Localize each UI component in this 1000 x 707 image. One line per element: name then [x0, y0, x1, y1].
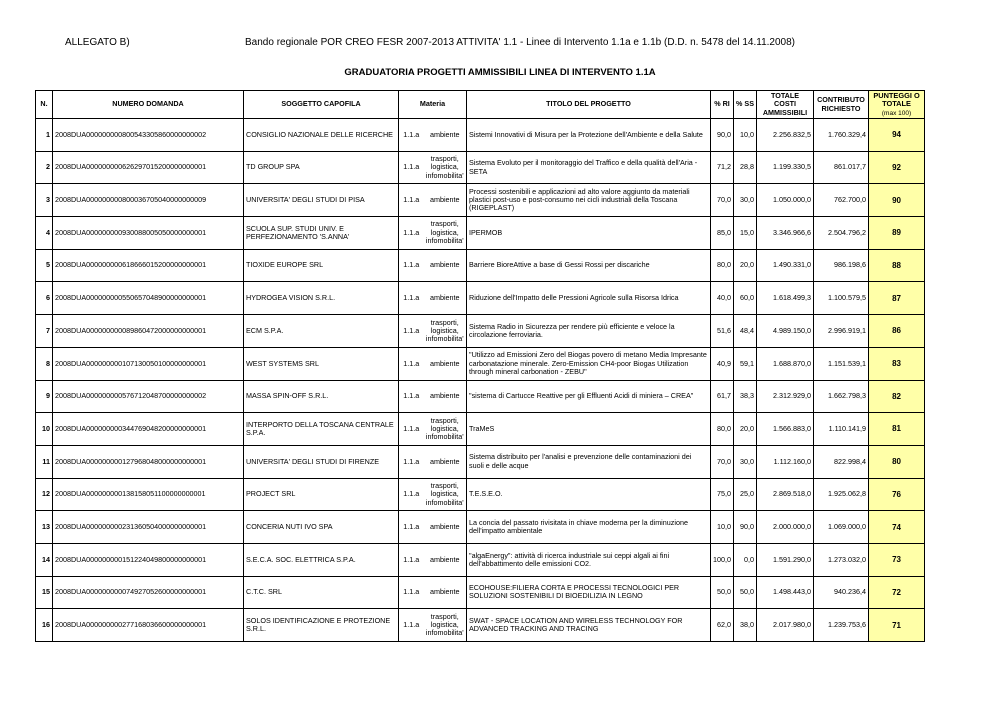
soggetto-capofila: WEST SYSTEMS SRL [244, 347, 399, 380]
totale-costi: 2.869.518,0 [757, 478, 814, 511]
linea: 1.1.a [399, 347, 424, 380]
linea: 1.1.a [399, 315, 424, 348]
page-title: GRADUATORIA PROGETTI AMMISSIBILI LINEA DI INTERVENTO 1.1A [344, 67, 656, 78]
col-totale-costi: TOTALE COSTI AMMISSIBILI [757, 91, 814, 119]
row-number: 15 [36, 576, 53, 609]
titolo-progetto: Sistema distribuito per l'analisi e prevenzione delle contaminazioni dei suoli e delle acque [467, 445, 711, 478]
row-number: 9 [36, 380, 53, 413]
col-ri: % RI [711, 91, 734, 119]
soggetto-capofila: HYDROGEA VISION S.R.L. [244, 282, 399, 315]
table-row [36, 184, 925, 217]
percent-ss: 28,8 [734, 151, 757, 184]
contributo-richiesto: 762.700,0 [814, 184, 869, 217]
table-row [36, 445, 925, 478]
soggetto-capofila: CONSIGLIO NAZIONALE DELLE RICERCHE [244, 119, 399, 152]
soggetto-capofila: CONCERIA NUTI IVO SPA [244, 511, 399, 544]
titolo-progetto: SWAT - SPACE LOCATION AND WIRELESS TECHNOLOGY FOR ADVANCED TRACKING AND TRACING [467, 609, 711, 642]
col-materia: Materia [399, 91, 467, 119]
numero-domanda: 2008DUA000000000277168036600000000001 [53, 609, 244, 642]
totale-costi: 2.000.000,0 [757, 511, 814, 544]
percent-ss: 59,1 [734, 347, 757, 380]
totale-costi: 2.256.832,5 [757, 119, 814, 152]
punteggio-totale: 81 [869, 413, 925, 446]
materia: ambiente [424, 282, 467, 315]
materia: trasporti, logistica, infomobilita' [424, 217, 467, 250]
punteggio-totale: 76 [869, 478, 925, 511]
percent-ri: 71,2 [711, 151, 734, 184]
numero-domanda: 2008DUA000000000089860472000000000001 [53, 315, 244, 348]
row-number: 2 [36, 151, 53, 184]
contributo-richiesto: 940.236,4 [814, 576, 869, 609]
linea: 1.1.a [399, 609, 424, 642]
titolo-progetto: IPERMOB [467, 217, 711, 250]
punteggio-totale: 80 [869, 445, 925, 478]
materia: ambiente [424, 511, 467, 544]
totale-costi: 1.566.883,0 [757, 413, 814, 446]
row-number: 8 [36, 347, 53, 380]
totale-costi: 1.050.000,0 [757, 184, 814, 217]
numero-domanda: 2008DUA000000000107130050100000000001 [53, 347, 244, 380]
titolo-progetto: Sistema Radio in Sicurezza per rendere più efficiente e veloce la circolazione ferroviaria. [467, 315, 711, 348]
materia: ambiente [424, 445, 467, 478]
titolo-progetto: TraMeS [467, 413, 711, 446]
soggetto-capofila: C.T.C. SRL [244, 576, 399, 609]
totale-costi: 1.199.330,5 [757, 151, 814, 184]
table-row [36, 380, 925, 413]
col-n: N. [36, 91, 53, 119]
percent-ri: 62,0 [711, 609, 734, 642]
table-row [36, 119, 925, 152]
row-number: 13 [36, 511, 53, 544]
soggetto-capofila: ECM S.P.A. [244, 315, 399, 348]
materia: ambiente [424, 184, 467, 217]
numero-domanda: 2008DUA000000000344769048200000000001 [53, 413, 244, 446]
linea: 1.1.a [399, 249, 424, 282]
linea: 1.1.a [399, 119, 424, 152]
soggetto-capofila: UNIVERSITA' DEGLI STUDI DI PISA [244, 184, 399, 217]
punteggio-totale: 92 [869, 151, 925, 184]
punteggio-totale: 86 [869, 315, 925, 348]
row-number: 12 [36, 478, 53, 511]
col-titolo-progetto: TITOLO DEL PROGETTO [467, 91, 711, 119]
totale-costi: 2.017.980,0 [757, 609, 814, 642]
soggetto-capofila: SCUOLA SUP. STUDI UNIV. E PERFEZIONAMENTO 'S.ANNA' [244, 217, 399, 250]
row-number: 11 [36, 445, 53, 478]
linea: 1.1.a [399, 380, 424, 413]
soggetto-capofila: TD GROUP SPA [244, 151, 399, 184]
numero-domanda: 2008DUA000000000550657048900000000001 [53, 282, 244, 315]
percent-ri: 90,0 [711, 119, 734, 152]
table-row [36, 543, 925, 576]
numero-domanda: 2008DUA000000000626297015200000000001 [53, 151, 244, 184]
materia: ambiente [424, 380, 467, 413]
materia: ambiente [424, 543, 467, 576]
totale-costi: 1.498.443,0 [757, 576, 814, 609]
totale-costi: 1.688.870,0 [757, 347, 814, 380]
percent-ss: 25,0 [734, 478, 757, 511]
numero-domanda: 2008DUA000000000576712048700000000002 [53, 380, 244, 413]
percent-ss: 20,0 [734, 249, 757, 282]
row-number: 14 [36, 543, 53, 576]
linea: 1.1.a [399, 576, 424, 609]
titolo-progetto: La concia del passato rivisitata in chiave moderna per la diminuzione dell'impatto ambientale [467, 511, 711, 544]
table-row [36, 576, 925, 609]
contributo-richiesto: 1.100.579,5 [814, 282, 869, 315]
contributo-richiesto: 1.662.798,3 [814, 380, 869, 413]
punteggio-max: (max 100) [881, 109, 912, 117]
percent-ri: 75,0 [711, 478, 734, 511]
percent-ss: 60,0 [734, 282, 757, 315]
percent-ss: 30,0 [734, 445, 757, 478]
numero-domanda: 2008DUA000000000231360504000000000001 [53, 511, 244, 544]
soggetto-capofila: MASSA SPIN-OFF S.R.L. [244, 380, 399, 413]
col-contributo: CONTRIBUTO RICHIESTO [814, 91, 869, 119]
soggetto-capofila: PROJECT SRL [244, 478, 399, 511]
contributo-richiesto: 1.069.000,0 [814, 511, 869, 544]
contributo-richiesto: 1.151.539,1 [814, 347, 869, 380]
row-number: 7 [36, 315, 53, 348]
percent-ss: 0,0 [734, 543, 757, 576]
bando-header: Bando regionale POR CREO FESR 2007-2013 ATTIVITA' 1.1 - Linee di Intervento 1.1a e 1.1b (D.D. n. 5478 del 14.11.2008) [245, 37, 796, 48]
row-number: 4 [36, 217, 53, 250]
titolo-progetto: Sistema Evoluto per il monitoraggio del Traffico e della qualità dell'Aria - SETA [467, 151, 711, 184]
percent-ri: 51,6 [711, 315, 734, 348]
percent-ss: 10,0 [734, 119, 757, 152]
row-number: 16 [36, 609, 53, 642]
numero-domanda: 2008DUA000000000138158051100000000001 [53, 478, 244, 511]
titolo-progetto: Barriere BioreAttive a base di Gessi Rossi per discariche [467, 249, 711, 282]
materia: ambiente [424, 119, 467, 152]
materia: trasporti, logistica, infomobilita' [424, 478, 467, 511]
titolo-progetto: ECOHOUSE:FILIERA CORTA E PROCESSI TECNOLOGICI PER SOLUZIONI SOSTENIBILI DI BIOEDILIZIA IN LEGNO [467, 576, 711, 609]
linea: 1.1.a [399, 151, 424, 184]
percent-ri: 100,0 [711, 543, 734, 576]
linea: 1.1.a [399, 282, 424, 315]
punteggio-totale: 88 [869, 249, 925, 282]
materia: trasporti, logistica, infomobilita' [424, 609, 467, 642]
table-row [36, 413, 925, 446]
titolo-progetto: Riduzione dell'Impatto delle Pressioni Agricole sulla Risorsa Idrica [467, 282, 711, 315]
table-row [36, 609, 925, 642]
linea: 1.1.a [399, 413, 424, 446]
table-row [36, 282, 925, 315]
table-row [36, 511, 925, 544]
percent-ss: 38,0 [734, 609, 757, 642]
percent-ss: 38,3 [734, 380, 757, 413]
contributo-richiesto: 1.110.141,9 [814, 413, 869, 446]
soggetto-capofila: S.E.C.A. SOC. ELETTRICA S.P.A. [244, 543, 399, 576]
table-row [36, 478, 925, 511]
table-header-row [36, 91, 925, 119]
percent-ri: 50,0 [711, 576, 734, 609]
numero-domanda: 2008DUA000000000127968048000000000001 [53, 445, 244, 478]
numero-domanda: 2008DUA000000000074927052600000000001 [53, 576, 244, 609]
titolo-progetto: "Utilizzo ad Emissioni Zero del Biogas povero di metano Media Impresante carbonatazione minerale. Zero-Emission CH4-poor Biogas Utilization through mineral carbonation - ZEBU" [467, 347, 711, 380]
numero-domanda: 2008DUA000000000800543305860000000002 [53, 119, 244, 152]
numero-domanda: 2008DUA000000000151224049800000000001 [53, 543, 244, 576]
percent-ri: 70,0 [711, 445, 734, 478]
percent-ss: 90,0 [734, 511, 757, 544]
materia: trasporti, logistica, infomobilita' [424, 151, 467, 184]
materia: ambiente [424, 347, 467, 380]
table-row [36, 151, 925, 184]
titolo-progetto: "algaEnergy": attività di ricerca industriale sui ceppi algali ai fini dell'abbattimento delle emissioni CO2. [467, 543, 711, 576]
col-numero-domanda: NUMERO DOMANDA [53, 91, 244, 119]
materia: trasporti, logistica, infomobilita' [424, 315, 467, 348]
punteggio-totale: 72 [869, 576, 925, 609]
contributo-richiesto: 2.504.796,2 [814, 217, 869, 250]
soggetto-capofila: INTERPORTO DELLA TOSCANA CENTRALE S.P.A. [244, 413, 399, 446]
punteggio-label: PUNTEGGI O TOTALE [873, 90, 920, 109]
contributo-richiesto: 986.198,6 [814, 249, 869, 282]
titolo-progetto: Sistemi Innovativi di Misura per la Protezione dell'Ambiente e della Salute [467, 119, 711, 152]
percent-ri: 61,7 [711, 380, 734, 413]
col-punteggio [869, 91, 925, 119]
row-number: 1 [36, 119, 53, 152]
punteggio-totale: 94 [869, 119, 925, 152]
table-row [36, 347, 925, 380]
linea: 1.1.a [399, 184, 424, 217]
punteggio-totale: 71 [869, 609, 925, 642]
contributo-richiesto: 822.998,4 [814, 445, 869, 478]
soggetto-capofila: TIOXIDE EUROPE SRL [244, 249, 399, 282]
punteggio-totale: 73 [869, 543, 925, 576]
percent-ri: 40,9 [711, 347, 734, 380]
punteggio-totale: 83 [869, 347, 925, 380]
punteggio-totale: 82 [869, 380, 925, 413]
totale-costi: 1.112.160,0 [757, 445, 814, 478]
punteggio-totale: 90 [869, 184, 925, 217]
row-number: 6 [36, 282, 53, 315]
contributo-richiesto: 2.996.919,1 [814, 315, 869, 348]
materia: ambiente [424, 576, 467, 609]
row-number: 10 [36, 413, 53, 446]
percent-ss: 30,0 [734, 184, 757, 217]
percent-ri: 80,0 [711, 249, 734, 282]
linea: 1.1.a [399, 511, 424, 544]
punteggio-totale: 74 [869, 511, 925, 544]
materia: trasporti, logistica, infomobilita' [424, 413, 467, 446]
table-row [36, 217, 925, 250]
numero-domanda: 2008DUA000000000800036705040000000009 [53, 184, 244, 217]
allegato-label: ALLEGATO B) [65, 37, 130, 48]
contributo-richiesto: 1.760.329,4 [814, 119, 869, 152]
ranking-table [35, 90, 925, 642]
linea: 1.1.a [399, 217, 424, 250]
percent-ri: 40,0 [711, 282, 734, 315]
totale-costi: 1.490.331,0 [757, 249, 814, 282]
percent-ss: 20,0 [734, 413, 757, 446]
contributo-richiesto: 861.017,7 [814, 151, 869, 184]
totale-costi: 1.618.499,3 [757, 282, 814, 315]
row-number: 3 [36, 184, 53, 217]
percent-ri: 85,0 [711, 217, 734, 250]
materia: ambiente [424, 249, 467, 282]
titolo-progetto: T.E.S.E.O. [467, 478, 711, 511]
linea: 1.1.a [399, 478, 424, 511]
numero-domanda: 2008DUA000000000618666015200000000001 [53, 249, 244, 282]
linea: 1.1.a [399, 543, 424, 576]
soggetto-capofila: SOLOS IDENTIFICAZIONE E PROTEZIONE S.R.L. [244, 609, 399, 642]
contributo-richiesto: 1.239.753,6 [814, 609, 869, 642]
row-number: 5 [36, 249, 53, 282]
percent-ss: 15,0 [734, 217, 757, 250]
soggetto-capofila: UNIVERSITA' DEGLI STUDI DI FIRENZE [244, 445, 399, 478]
linea: 1.1.a [399, 445, 424, 478]
percent-ri: 70,0 [711, 184, 734, 217]
punteggio-totale: 89 [869, 217, 925, 250]
percent-ri: 10,0 [711, 511, 734, 544]
totale-costi: 2.312.929,0 [757, 380, 814, 413]
col-soggetto-capofila: SOGGETTO CAPOFILA [244, 91, 399, 119]
col-ss: % SS [734, 91, 757, 119]
contributo-richiesto: 1.925.062,8 [814, 478, 869, 511]
percent-ss: 50,0 [734, 576, 757, 609]
titolo-progetto: "sistema di Cartucce Reattive per gli Effluenti Acidi di miniera – CREA" [467, 380, 711, 413]
contributo-richiesto: 1.273.032,0 [814, 543, 869, 576]
totale-costi: 4.989.150,0 [757, 315, 814, 348]
percent-ri: 80,0 [711, 413, 734, 446]
table-row [36, 315, 925, 348]
totale-costi: 3.346.966,6 [757, 217, 814, 250]
totale-costi: 1.591.290,0 [757, 543, 814, 576]
numero-domanda: 2008DUA000000000930088005050000000001 [53, 217, 244, 250]
table-row [36, 249, 925, 282]
titolo-progetto: Processi sostenibili e applicazioni ad alto valore aggiunto da materiali plastici post-uso e post-consumo nei cicli industriali della Toscana (RIGEPLAST) [467, 184, 711, 217]
punteggio-totale: 87 [869, 282, 925, 315]
percent-ss: 48,4 [734, 315, 757, 348]
